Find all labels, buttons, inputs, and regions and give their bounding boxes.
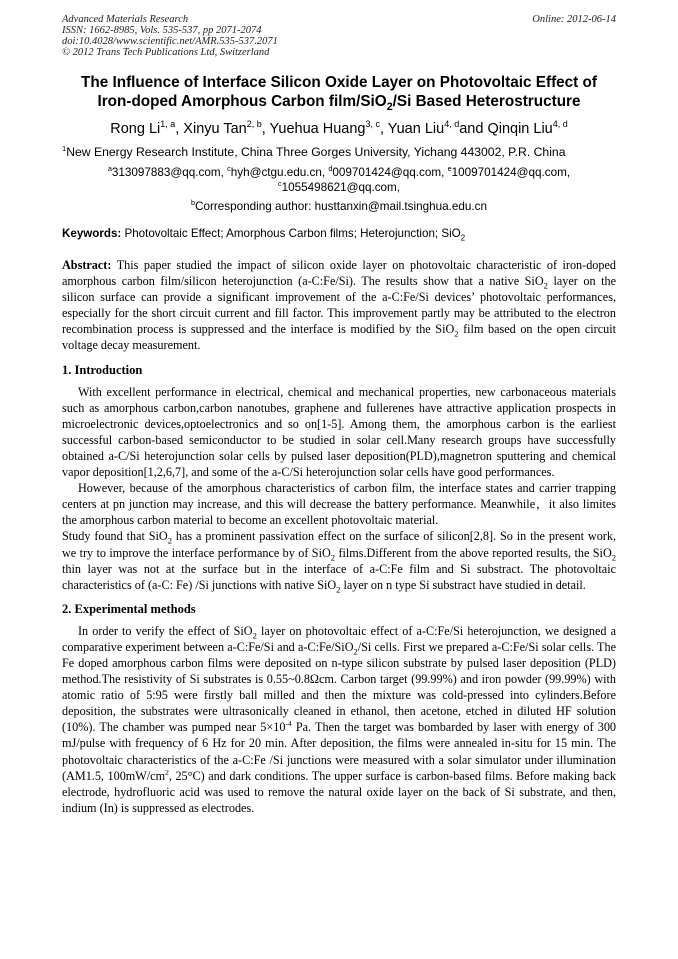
keywords-label: Keywords:: [62, 227, 122, 240]
author: Qinqin Liu$^{4, d}$: [487, 119, 568, 137]
journal-header: [62, 14, 616, 58]
intro-paragraph-3: Study found that SiO$_2$ has a prominent passivation effect on the surface of silicon[2,8]. So in the present work, we try to improve the interface performance by of SiO$_2$ films.Different from the above reported results, the SiO$_2$ thin layer was not at the surface but in the interface of a-C:Fe film and Si substract. The photovoltaic characteristics of (a-C: Fe) /Si junctions with native SiO$_2$ layer on n type Si substract have studied in detail.: [62, 529, 617, 595]
author: Yuan Liu$^{4, d}$and: [387, 119, 488, 137]
author: Yuehua Huang$^{3, c}$,: [269, 119, 388, 137]
author: Rong Li$^{1, a}$,: [110, 119, 184, 137]
keywords: Keywords: Photovoltaic Effect; Amorphous Carbon films; Heterojunction; SiO$_2$: [62, 227, 466, 243]
corresponding-text: Corresponding author: husttanxin@mail.tsinghua.edu.cn: [195, 200, 487, 213]
affiliation-text: New Energy Research Institute, China Three Gorges University, Yichang 443002, P.R. China: [66, 145, 566, 159]
copyright: © 2012 Trans Tech Publications Ltd, Switzerland: [62, 47, 270, 58]
email-link[interactable]: 1055498621@qq.com,: [281, 181, 401, 194]
author: Xinyu Tan$^{2, b}$,: [183, 119, 270, 137]
journal-info: [62, 14, 278, 58]
author-emails: [62, 165, 616, 195]
email-line-2: $^c$1055498621@qq.com,: [277, 179, 401, 194]
email-line-1: $^a$313097883@qq.com, $^c$hyh@ctgu.edu.cn, $^d$009701424@qq.com, $^e$1009701424@qq.com,: [107, 164, 571, 179]
email-link[interactable]: 313097883@qq.com,: [111, 166, 228, 179]
paper-title: [62, 73, 616, 114]
author-list: [62, 120, 616, 138]
experimental-paragraph: In order to verify the effect of SiO$_2$ layer on photovoltaic effect of a-C:Fe/Si heterojunction, we designed a comparative experiment between a-C:Fe/Si and a-C:Fe/SiO$_2$/Si cells. First we prepared a-C:Fe/Si solar cells. The Fe doped amorphous carbon films were deposited on n-type silicon substrate by pulsed laser deposition (PLD) method.The resistivity of Si substrates is 0.55~0.8Ωcm. Carbon target (99.99%) and iron powder (99.99%) with atomic ratio of 5:95 were firstly ball milled and then the mixture was cold-pressed into cylinders.Before deposition, the substrates were ultrasonically cleaned in ethanol, then acetone, etched in diluted HF solution (10%). The chamber was pumped near $5\times 10^{-4}$ Pa. Then the target was bombarded by laser with energy of 300 mJ/pulse with frequency of 6 Hz for 20 min. After deposition, the films were annealed in-situ for 15 min. The photovoltaic characteristics of the a-C:Fe /Si junctions were measured with a solar simulator under illumination (AM1.5, $100mW/cm^2$, 25°C) and dark conditions. The upper surface is carbon-based films. Before making back electrode, hydrofluoric acid was used to remove the natural oxide layer on the back of Si substrate, and then, indium (In) is suppressed as electrodes.: [62, 623, 617, 815]
abstract-label: Abstract:: [62, 258, 112, 272]
section-heading-introduction: 1. Introduction: [62, 362, 143, 377]
title-text: /Si Based Heterostructure: [392, 93, 581, 110]
online-date: Online: 2012-06-14: [532, 14, 616, 25]
issn: ISSN: 1662-8985, Vols. 535-537, pp 2071-2074: [62, 25, 262, 36]
abstract: Abstract: This paper studied the impact of silicon oxide layer on photovoltaic characteristic of iron-doped amorphous carbon film/silicon heterojunction (a-C:Fe/Si). The results show that a native SiO$_2$ layer on the silicon surface can provide a significant improvement of the a-C:Fe/Si devices’ photovoltaic performances, especially for the short circuit current and fill factor. This improvement partly may be attributed to the electron recombination process is suppressed and the interface is modified by the SiO$_2$ film based on the open circuit voltage decay measurement.: [62, 258, 616, 353]
email-link[interactable]: hyh@ctgu.edu.cn,: [230, 166, 329, 179]
affiliation-mark: 1: [62, 143, 67, 153]
email-link[interactable]: 1009701424@qq.com,: [451, 166, 571, 179]
journal-name: Advanced Materials Research: [62, 14, 189, 25]
corresponding-author: $^b$Corresponding author: husttanxin@mail.tsinghua.edu.cn: [191, 198, 487, 213]
title-line-1: The Influence of Interface Silicon Oxide Layer on Photovoltaic Effect of: [81, 74, 597, 91]
title-line-2: [62, 92, 616, 114]
intro-paragraph-1: With excellent performance in electrical, chemical and mechanical properties, new carbonaceous materials such as amorphous carbon,carbon nanotubes, graphene and fullerenes have attractive application prospects in microelectronic devices,optoelectronics and so on[1-5]. Among them, the amorphous carbon is the earliest successful carbon-based semiconductor to be studied in solar cell.Many research groups have successfully obtained a-C/Si heterojunction solar cells by pulsed laser deposition(PLD),magnetron sputtering and chemical vapor deposition[1,2,6,7], and some of the a-C/Si heterojunction solar cells have good performances.: [62, 384, 616, 480]
title-text: Iron-doped Amorphous Carbon film/SiO: [97, 93, 387, 110]
intro-paragraph-2: However, because of the amorphous characteristics of carbon film, the interface states and carrier trapping centers at pn junction may increase, and this will decrease the battery performance. Meanwhile，it also limites the amorphous carbon material to become an excellent photovoltaic material.: [62, 481, 616, 528]
email-link[interactable]: 009701424@qq.com,: [332, 166, 448, 179]
keywords-text: Photovoltaic Effect; Amorphous Carbon films; Heterojunction; SiO: [121, 227, 461, 240]
affiliation: [62, 144, 616, 160]
title-subscript: 2: [386, 101, 393, 114]
section-heading-experimental: 2. Experimental methods: [62, 601, 196, 616]
doi[interactable]: doi:10.4028/www.scientific.net/AMR.535-537.2071: [62, 36, 278, 47]
